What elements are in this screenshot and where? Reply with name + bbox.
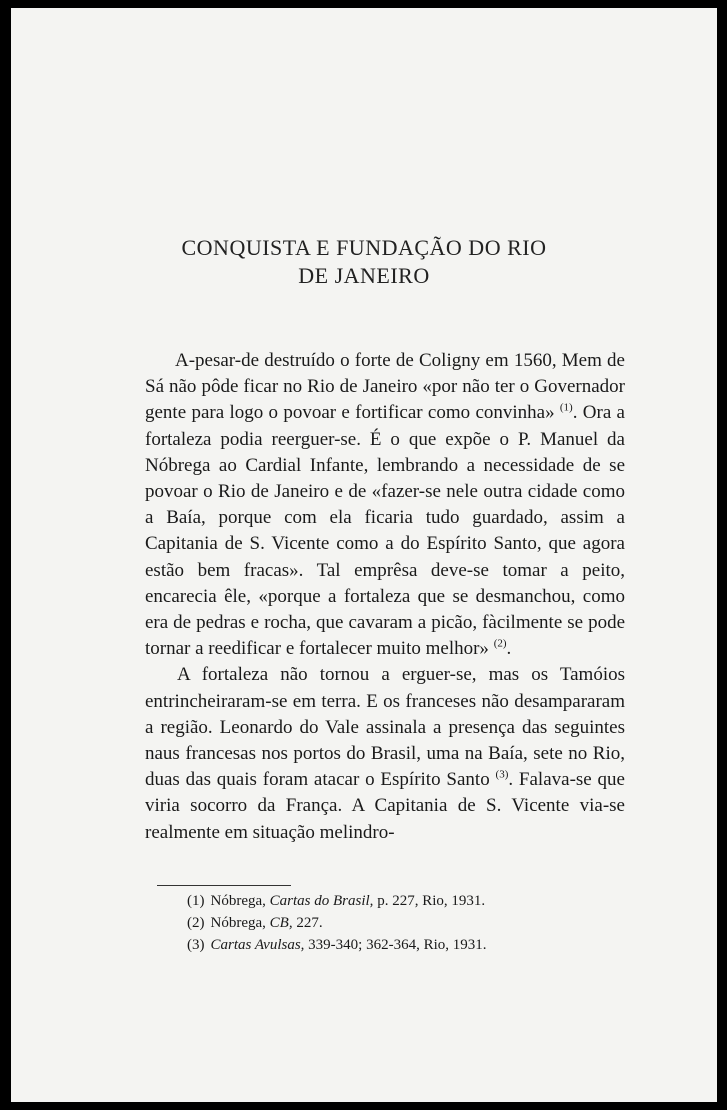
paragraph-1-text-c: . — [506, 638, 512, 660]
paragraph-2-text-b: . Falava-se que viria socorro da França. A Capitania de S. Vicente via-se realmente em situação melindro- — [145, 769, 625, 843]
footnote-3 — [187, 934, 607, 956]
chapter-title-line-2: DE JANEIRO — [298, 263, 430, 288]
footnote-divider — [157, 885, 291, 886]
footnote-2-author: Nóbrega, — [210, 915, 266, 931]
chapter-title-line-1: CONQUISTA E FUNDAÇÃO DO RIO — [181, 235, 547, 260]
footnote-ref-2: (2) — [493, 637, 507, 650]
footnote-ref-3: (3) — [495, 768, 509, 781]
chapter-title — [11, 234, 717, 290]
footnote-1-mark: (1) — [187, 893, 205, 909]
footnote-1-rest: p. 227, Rio, 1931. — [377, 893, 486, 909]
footnote-3-rest: 339-340; 362-364, Rio, 1931. — [308, 937, 487, 953]
footnote-1-author: Nóbrega, — [210, 893, 266, 909]
footnote-3-work: Cartas Avulsas, — [210, 937, 305, 953]
body-text — [145, 348, 625, 846]
footnotes — [187, 890, 607, 956]
footnote-2 — [187, 912, 607, 934]
footnote-2-rest: 227. — [296, 915, 323, 931]
paragraph-1-text-b: . Ora a fortaleza podia reerguer-se. É o que expõe o P. Manuel da Nóbrega ao Cardial Infante, lembrando a necessidade de se povoar o Rio de Janeiro e de «fazer-se nele outra cidade como a Baía, porque com ela ficaria tudo guardado, assim a Capitania de S. Vicente como a do Espírito Santo, que agora estão bem fracas». Tal emprêsa deve-se tomar a peito, encarecia êle, «porque a fortaleza que se desmanchou, como era de pedras e rocha, que cavaram a picão, fàcilmente se pode tornar a reedificar e fortalecer muito melhor» — [145, 402, 625, 660]
paragraph-1-text-a: A-pesar-de destruído o forte de Coligny em 1560, Mem de Sá não pôde ficar no Rio de Janeiro «por não ter o Governador gente para logo o povoar e fortificar como convinha» — [145, 350, 625, 424]
paragraph-2-text-a: A fortaleza não tornou a erguer-se, mas os Tamóios entrincheiraram-se em terra. E os franceses não desampararam a região. Leonardo do Vale assinala a presença das seguintes naus francesas nos portos do Brasil, uma na Baía, sete no Rio, duas das quais foram atacar o Espírito Santo — [145, 664, 625, 791]
footnote-2-work: CB, — [269, 915, 293, 931]
paragraph-1 — [145, 348, 625, 662]
footnote-1-work: Cartas do Brasil, — [269, 893, 374, 909]
footnote-2-mark: (2) — [187, 915, 205, 931]
document-page — [11, 8, 717, 1102]
footnote-3-mark: (3) — [187, 937, 205, 953]
paragraph-2 — [145, 662, 625, 845]
footnote-1 — [187, 890, 607, 912]
footnote-ref-1: (1) — [559, 402, 573, 415]
